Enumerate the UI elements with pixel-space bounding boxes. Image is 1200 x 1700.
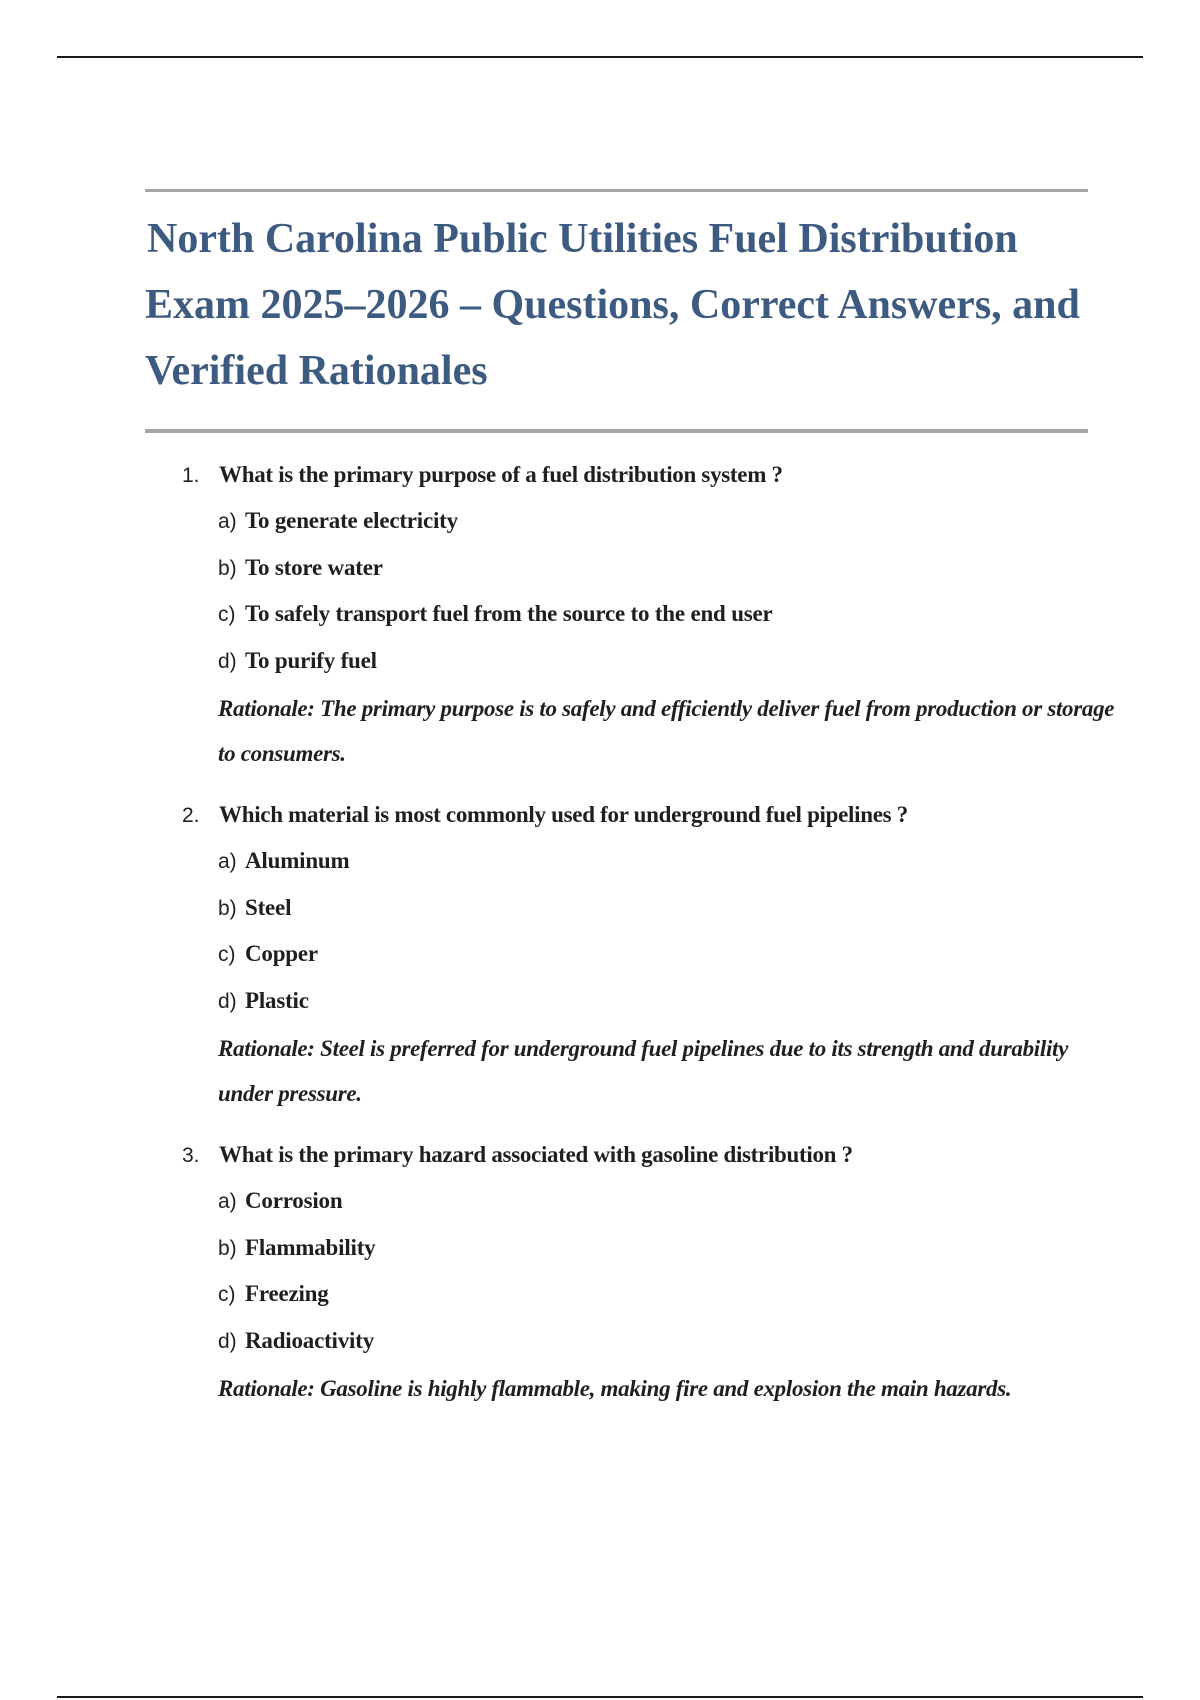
question-text: Which material is most commonly used for underground fuel pipelines ? [219,802,908,827]
question-1 [0,454,1200,776]
answer-option [0,1320,1200,1367]
option-text: Plastic [245,987,309,1013]
question-3 [0,1134,1200,1411]
option-text: Corrosion [245,1188,343,1213]
question-number: 3. [182,1144,200,1167]
answer-option [0,1273,1200,1320]
option-letter: a) [218,1190,237,1213]
page-bottom-rule [57,1696,1143,1698]
question-text: What is the primary purpose of a fuel distribution system ? [219,462,783,487]
option-letter: b) [218,556,237,580]
option-letter: c) [218,603,236,626]
question-2 [0,794,1200,1116]
answer-option [0,640,1200,687]
document-title-line: Verified Rationales [145,348,488,394]
question-number: 2. [182,804,200,827]
option-letter: d) [218,1329,237,1353]
rationale-text: Rationale: Gasoline is highly flammable, making fire and explosion the main hazards. [218,1376,1012,1401]
document-title [147,206,1127,404]
option-letter: c) [218,943,236,966]
option-letter: c) [218,1283,236,1306]
answer-option [0,980,1200,1027]
answer-option [0,887,1200,934]
document-title-line: North Carolina Public Utilities Fuel Distribution [147,216,1018,262]
answer-option [0,840,1200,887]
answer-option [0,593,1200,640]
option-letter: b) [218,1236,237,1260]
answer-option [0,500,1200,547]
question-list [0,454,1200,1429]
rationale-text: Rationale: Steel is preferred for underground fuel pipelines due to its strength and durability under pressure. [218,1036,1069,1106]
option-text: Radioactivity [245,1327,374,1353]
option-text: Copper [245,941,318,966]
answer-option [0,1180,1200,1227]
option-letter: b) [218,896,237,920]
option-text: To purify fuel [245,647,377,673]
question-text: What is the primary hazard associated with gasoline distribution ? [219,1142,853,1167]
page-top-rule [57,56,1143,58]
option-text: To safely transport fuel from the source to the end user [245,601,773,626]
answer-option [0,547,1200,594]
option-text: To store water [245,554,383,580]
option-letter: d) [218,649,237,673]
answer-option [0,1227,1200,1274]
title-top-rule [145,189,1088,192]
document-title-line: Exam 2025–2026 – Questions, Correct Answers, and [145,282,1080,328]
option-text: Steel [245,894,292,920]
option-text: Freezing [245,1281,329,1306]
answer-option [0,933,1200,980]
option-text: To generate electricity [245,508,458,533]
question-row [0,454,1200,500]
question-row [0,1134,1200,1180]
option-letter: a) [218,850,237,873]
option-letter: d) [218,989,237,1013]
rationale-text: Rationale: The primary purpose is to safely and efficiently deliver fuel from production or storage to consumers. [218,696,1115,766]
question-number: 1. [182,464,200,487]
title-bottom-rule [145,429,1088,433]
option-letter: a) [218,510,237,533]
option-text: Aluminum [245,848,350,873]
option-text: Flammability [245,1234,376,1260]
question-row [0,794,1200,840]
